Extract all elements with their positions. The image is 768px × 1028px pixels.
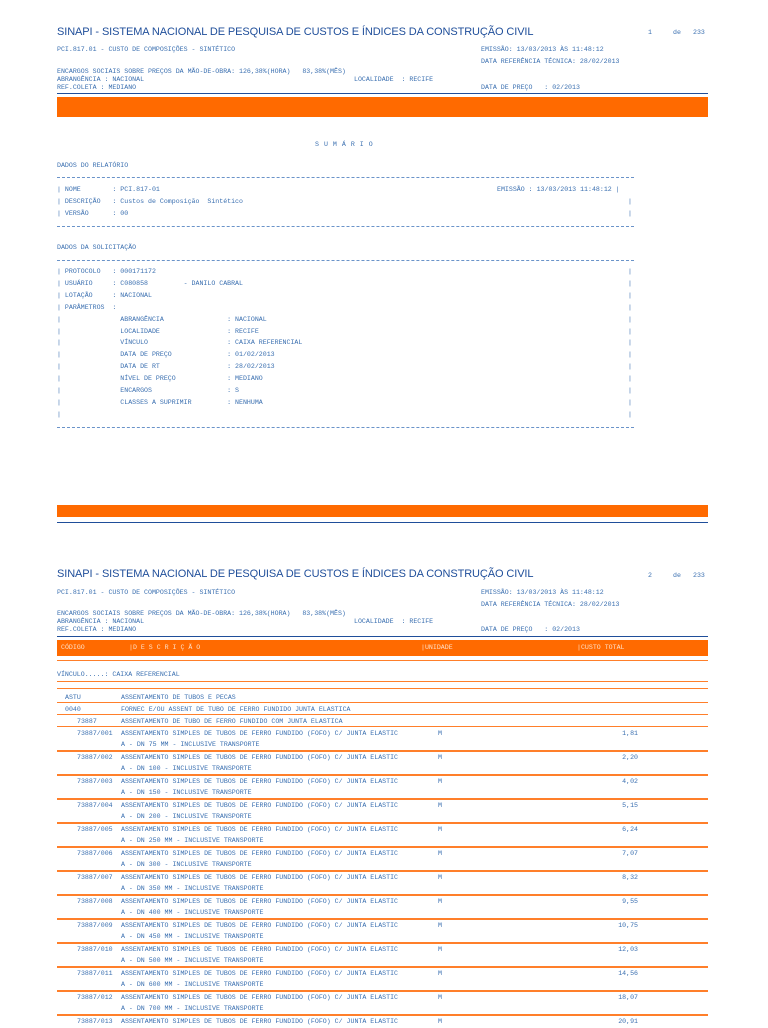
abrangencia: ABRANGÊNCIA : NACIONAL — [57, 76, 145, 83]
solicitacao-line: | NÍVEL DE PREÇO : MEDIANO — [57, 375, 263, 383]
header-orange-bar — [57, 97, 708, 117]
box-edge: | — [628, 303, 632, 311]
item-unit: M — [438, 874, 442, 881]
data-referencia: DATA REFERÊNCIA TÉCNICA: 28/02/2013 — [481, 58, 620, 65]
box-edge: | — [628, 315, 632, 323]
relatorio-emissao: EMISSÃO : 13/03/2013 11:48:12 | — [497, 186, 620, 193]
col-codigo: CÓDIGO — [61, 644, 85, 651]
group-desc: ASSENTAMENTO DE TUBO DE FERRO FUNDIDO COM JUNTA ELASTICA — [121, 718, 343, 725]
col-custo: |CUSTO TOTAL — [577, 644, 625, 651]
item-desc-detail: A - DN 200 - INCLUSIVE TRANSPORTE — [121, 813, 252, 820]
item-desc: ASSENTAMENTO SIMPLES DE TUBOS DE FERRO FUNDIDO (FOFO) C/ JUNTA ELASTIC — [121, 994, 398, 1001]
table-rule — [57, 702, 708, 703]
solicitacao-line: | PROTOCOLO : 000171172 — [57, 268, 156, 275]
item-desc: ASSENTAMENTO SIMPLES DE TUBOS DE FERRO FUNDIDO (FOFO) C/ JUNTA ELASTIC — [121, 778, 398, 785]
box-edge: | — [628, 210, 632, 217]
emissao: EMISSÃO: 13/03/2013 ÀS 11:48:12 — [481, 589, 604, 596]
page-number: 2 — [648, 572, 652, 579]
col-descricao: |D E S C R I Ç Ã O — [129, 644, 201, 651]
ref-coleta: REF.COLETA : MEDIANO — [57, 84, 137, 91]
localidade: LOCALIDADE : RECIFE — [354, 76, 434, 83]
item-unit: M — [438, 946, 442, 953]
item-desc-detail: A - DN 450 MM - INCLUSIVE TRANSPORTE — [121, 933, 264, 940]
group-code: 73887 — [77, 718, 97, 725]
box-edge: | — [628, 327, 632, 335]
page-title: SINAPI - SISTEMA NACIONAL DE PESQUISA DE CUSTOS E ÍNDICES DA CONSTRUÇÃO CIVIL — [57, 568, 534, 580]
box-edge: | — [628, 291, 632, 299]
data-referencia: DATA REFERÊNCIA TÉCNICA: 28/02/2013 — [481, 601, 620, 608]
item-unit: M — [438, 778, 442, 785]
item-desc-detail: A - DN 100 - INCLUSIVE TRANSPORTE — [121, 765, 252, 772]
table-header — [57, 640, 708, 656]
box-edge: | — [628, 339, 632, 347]
solicitacao-line: | VÍNCULO : CAIXA REFERENCIAL — [57, 339, 303, 347]
item-code: 73887/007 — [77, 874, 113, 881]
item-unit: M — [438, 898, 442, 905]
box-edge: | — [628, 268, 632, 275]
item-desc: ASSENTAMENTO SIMPLES DE TUBOS DE FERRO FUNDIDO (FOFO) C/ JUNTA ELASTIC — [121, 826, 398, 833]
item-cost: 7,07 — [622, 850, 638, 857]
item-desc-detail: A - DN 75 MM - INCLUSIVE TRANSPORTE — [121, 741, 260, 748]
item-desc-detail: A - DN 600 MM - INCLUSIVE TRANSPORTE — [121, 981, 264, 988]
item-unit: M — [438, 1018, 442, 1025]
item-code: 73887/002 — [77, 754, 113, 761]
item-desc: ASSENTAMENTO SIMPLES DE TUBOS DE FERRO FUNDIDO (FOFO) C/ JUNTA ELASTIC — [121, 802, 398, 809]
encargos: ENCARGOS SOCIAIS SOBRE PREÇOS DA MÃO-DE-OBRA: 126,38%(HORA) 83,38%(MÊS) — [57, 610, 346, 617]
table-rule — [57, 726, 708, 727]
item-desc: ASSENTAMENTO SIMPLES DE TUBOS DE FERRO FUNDIDO (FOFO) C/ JUNTA ELASTIC — [121, 970, 398, 977]
box-edge: | — [628, 198, 632, 205]
box-edge: | — [628, 387, 632, 394]
item-code: 73887/009 — [77, 922, 113, 929]
item-code: 73887/013 — [77, 1018, 113, 1025]
item-desc: ASSENTAMENTO SIMPLES DE TUBOS DE FERRO FUNDIDO (FOFO) C/ JUNTA ELASTIC — [121, 730, 398, 737]
group-desc: FORNEC E/OU ASSENT DE TUBO DE FERRO FUNDIDO JUNTA ELASTICA — [121, 706, 351, 713]
item-desc: ASSENTAMENTO SIMPLES DE TUBOS DE FERRO FUNDIDO (FOFO) C/ JUNTA ELASTIC — [121, 1018, 398, 1025]
solicitacao-line: | CLASSES A SUPRIMIR : NENHUMA — [57, 398, 263, 406]
abrangencia: ABRANGÊNCIA : NACIONAL — [57, 618, 145, 625]
item-desc: ASSENTAMENTO SIMPLES DE TUBOS DE FERRO FUNDIDO (FOFO) C/ JUNTA ELASTIC — [121, 874, 398, 881]
item-desc: ASSENTAMENTO SIMPLES DE TUBOS DE FERRO FUNDIDO (FOFO) C/ JUNTA ELASTIC — [121, 754, 398, 761]
page-of-label: de — [673, 572, 681, 579]
item-unit: M — [438, 850, 442, 857]
item-code: 73887/004 — [77, 802, 113, 809]
item-cost: 4,02 — [622, 778, 638, 785]
item-unit: M — [438, 994, 442, 1001]
item-desc: ASSENTAMENTO SIMPLES DE TUBOS DE FERRO FUNDIDO (FOFO) C/ JUNTA ELASTIC — [121, 922, 398, 929]
data-preco: DATA DE PREÇO : 02/2013 — [481, 84, 580, 91]
item-desc-detail: A - DN 400 MM - INCLUSIVE TRANSPORTE — [121, 909, 264, 916]
report-name: PCI.817.01 - CUSTO DE COMPOSIÇÕES - SINTÉTICO — [57, 589, 236, 596]
item-unit: M — [438, 730, 442, 737]
table-rule — [57, 714, 708, 715]
encargos: ENCARGOS SOCIAIS SOBRE PREÇOS DA MÃO-DE-OBRA: 126,38%(HORA) 83,38%(MÊS) — [57, 68, 346, 75]
page-number: 1 — [648, 29, 652, 36]
item-desc-detail: A - DN 500 MM - INCLUSIVE TRANSPORTE — [121, 957, 264, 964]
item-desc: ASSENTAMENTO SIMPLES DE TUBOS DE FERRO FUNDIDO (FOFO) C/ JUNTA ELASTIC — [121, 850, 398, 857]
item-unit: M — [438, 754, 442, 761]
solicitacao-line: | DATA DE RT : 28/02/2013 — [57, 363, 275, 371]
item-desc: ASSENTAMENTO SIMPLES DE TUBOS DE FERRO FUNDIDO (FOFO) C/ JUNTA ELASTIC — [121, 898, 398, 905]
item-code: 73887/006 — [77, 850, 113, 857]
item-cost: 2,20 — [622, 754, 638, 761]
item-unit: M — [438, 802, 442, 809]
item-desc-detail: A - DN 150 - INCLUSIVE TRANSPORTE — [121, 789, 252, 796]
solicitacao-line: | LOTAÇÃO : NACIONAL — [57, 291, 152, 299]
footer-divider — [57, 522, 708, 523]
item-cost: 8,32 — [622, 874, 638, 881]
solicitacao-line: | DATA DE PREÇO : 01/02/2013 — [57, 351, 275, 359]
footer-orange-bar — [57, 505, 708, 517]
item-desc-detail: A - DN 350 MM - INCLUSIVE TRANSPORTE — [121, 885, 264, 892]
item-code: 73887/003 — [77, 778, 113, 785]
item-unit: M — [438, 970, 442, 977]
group-code: 0040 — [65, 706, 81, 713]
box-edge: | — [628, 375, 632, 383]
page-total: 233 — [693, 572, 705, 579]
solicitacao-line: | LOCALIDADE : RECIFE — [57, 327, 259, 335]
item-code: 73887/005 — [77, 826, 113, 833]
item-code: 73887/001 — [77, 730, 113, 737]
solicitacao-line: | ABRANGÊNCIA : NACIONAL — [57, 315, 267, 323]
box-edge: | — [628, 351, 632, 359]
box-top — [57, 260, 634, 261]
header-divider — [57, 636, 708, 637]
item-cost: 18,07 — [618, 994, 638, 1001]
page-of-label: de — [673, 29, 681, 36]
group-desc: ASSENTAMENTO DE TUBOS E PECAS — [121, 694, 236, 701]
box-edge: | — [628, 398, 632, 406]
solicitacao-line: | PARÂMETROS : — [57, 303, 117, 311]
solicitacao-line: | — [57, 410, 61, 418]
item-code: 73887/011 — [77, 970, 113, 977]
relatorio-line-nome: | NOME : PCI.817-01 — [57, 186, 160, 193]
sumario-heading: SUMÁRIO — [315, 141, 378, 148]
item-unit: M — [438, 826, 442, 833]
item-cost: 9,55 — [622, 898, 638, 905]
item-cost: 20,91 — [618, 1018, 638, 1025]
report-name: PCI.817.01 - CUSTO DE COMPOSIÇÕES - SINTÉTICO — [57, 46, 236, 53]
item-cost: 6,24 — [622, 826, 638, 833]
emissao: EMISSÃO: 13/03/2013 ÀS 11:48:12 — [481, 46, 604, 53]
item-code: 73887/008 — [77, 898, 113, 905]
table-rule — [57, 681, 708, 682]
group-code: ASTU — [65, 694, 81, 701]
item-code: 73887/010 — [77, 946, 113, 953]
ref-coleta: REF.COLETA : MEDIANO — [57, 626, 137, 633]
box-bottom — [57, 226, 634, 227]
dados-relatorio-heading: DADOS DO RELATÓRIO — [57, 162, 129, 169]
item-cost: 5,15 — [622, 802, 638, 809]
item-desc-detail: A - DN 700 MM - INCLUSIVE TRANSPORTE — [121, 1005, 264, 1012]
header-divider — [57, 93, 708, 94]
dados-solicitacao-heading: DADOS DA SOLICITAÇÃO — [57, 244, 137, 251]
page-title: SINAPI - SISTEMA NACIONAL DE PESQUISA DE CUSTOS E ÍNDICES DA CONSTRUÇÃO CIVIL — [57, 26, 534, 38]
item-cost: 10,75 — [618, 922, 638, 929]
item-desc-detail: A - DN 300 - INCLUSIVE TRANSPORTE — [121, 861, 252, 868]
solicitacao-line: | USUÁRIO : C080858 - DANILO CABRAL — [57, 279, 243, 287]
box-edge: | — [628, 279, 632, 287]
box-edge: | — [628, 363, 632, 371]
col-unidade: |UNIDADE — [421, 644, 453, 651]
item-cost: 12,03 — [618, 946, 638, 953]
box-top — [57, 177, 634, 178]
box-bottom — [57, 427, 634, 428]
table-row — [57, 1016, 708, 1028]
solicitacao-line: | ENCARGOS : S — [57, 387, 240, 394]
item-desc: ASSENTAMENTO SIMPLES DE TUBOS DE FERRO FUNDIDO (FOFO) C/ JUNTA ELASTIC — [121, 946, 398, 953]
table-rule — [57, 688, 708, 689]
data-preco: DATA DE PREÇO : 02/2013 — [481, 626, 580, 633]
page-total: 233 — [693, 29, 705, 36]
vinculo: VÍNCULO.....: CAIXA REFERENCIAL — [57, 671, 180, 678]
table-rule — [57, 660, 708, 661]
item-cost: 14,56 — [618, 970, 638, 977]
item-cost: 1,81 — [622, 730, 638, 737]
box-edge: | — [628, 410, 632, 418]
item-desc-detail: A - DN 250 MM - INCLUSIVE TRANSPORTE — [121, 837, 264, 844]
relatorio-line-descricao: | DESCRIÇÃO : Custos de Composição Sintético — [57, 198, 243, 205]
localidade: LOCALIDADE : RECIFE — [354, 618, 434, 625]
item-code: 73887/012 — [77, 994, 113, 1001]
item-unit: M — [438, 922, 442, 929]
relatorio-line-versao: | VERSÃO : 00 — [57, 210, 129, 217]
